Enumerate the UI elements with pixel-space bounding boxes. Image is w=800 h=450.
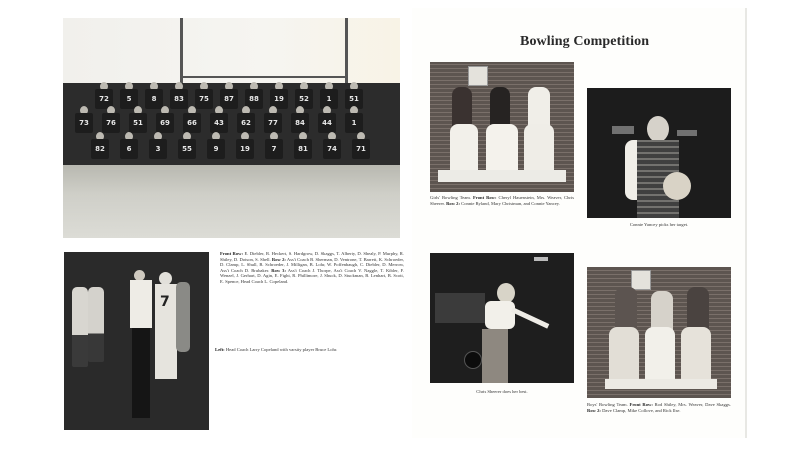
football-team-photo (63, 18, 400, 238)
coach-photo (64, 252, 209, 430)
player-jersey: 52 (295, 89, 313, 109)
player-jersey: 75 (195, 89, 213, 109)
seated-girl (450, 124, 478, 174)
player-jersey: 83 (170, 89, 188, 109)
player-jersey: 73 (75, 113, 93, 133)
player-jersey: 6 (120, 139, 138, 159)
boys-bowling-team-photo (587, 267, 731, 398)
goal-post-right (345, 18, 348, 84)
player-jersey: 19 (270, 89, 288, 109)
player-jersey: 19 (236, 139, 254, 159)
player-jersey: 84 (291, 113, 309, 133)
player-jersey: 72 (95, 89, 113, 109)
bench (605, 379, 717, 389)
chris-caption: Chris Sheerer does her best. (476, 389, 528, 394)
player-jersey: 69 (156, 113, 174, 133)
player-jersey: 87 (220, 89, 238, 109)
coach-pants (132, 328, 150, 418)
seated-woman (645, 327, 675, 379)
boys-front-row-label: Front Row: (629, 402, 653, 407)
row3-label: Row 3: (271, 267, 286, 273)
player-jersey: 55 (178, 139, 196, 159)
front-row-names: E. Diebler, R. Heckert, S. Hardgrow, D. Skaggs, T. Alberty, D. Shealy, P. Murphy, R. Shiley, D. Dotson, S. Shell. (220, 251, 404, 262)
player-jersey: 82 (91, 139, 109, 159)
player-jersey: 62 (237, 113, 255, 133)
player-jersey: 88 (245, 89, 263, 109)
player-jersey: 77 (264, 113, 282, 133)
girls-bowling-team-photo (430, 62, 574, 192)
player-jersey: 9 (207, 139, 225, 159)
player-jersey: 1 (345, 113, 363, 133)
player-jersey: 76 (102, 113, 120, 133)
player-jersey: 1 (320, 89, 338, 109)
connie-caption: Connie Yancey picks her target. (629, 222, 689, 227)
sky-background (63, 18, 400, 83)
player-jersey: 8 (145, 89, 163, 109)
player-jersey: 71 (352, 139, 370, 159)
bench (438, 170, 566, 182)
player-figure (72, 287, 88, 367)
player-figure (88, 287, 104, 362)
boys-front-row-names: Rod Shiley, Mrs. Weaver, Dave Skaggs. (654, 402, 731, 407)
ceiling-light (534, 257, 548, 261)
girls-caption-lead: Girls' Bowling Team. (430, 195, 471, 200)
seated-woman (486, 124, 518, 174)
coach-caption-label: Left: (215, 347, 225, 352)
chris-bowling-photo (430, 253, 574, 383)
player-jersey: 44 (318, 113, 336, 133)
player-jersey: 3 (149, 139, 167, 159)
player-jersey: 51 (129, 113, 147, 133)
girls-row2-label: Row 2: (446, 200, 461, 206)
page-title: Bowling Competition (520, 34, 650, 49)
player-jersey: 5 (120, 89, 138, 109)
seated-boy (609, 327, 639, 379)
ceiling-light (677, 130, 697, 136)
player-jersey: 81 (294, 139, 312, 159)
connie-bowling-photo (587, 88, 731, 218)
player-jersey: 43 (210, 113, 228, 133)
bowler-pants (482, 329, 508, 383)
wall-clock (468, 66, 488, 86)
boys-team-caption (587, 402, 731, 413)
bowling-ball (464, 351, 482, 369)
pinsetter-background (435, 293, 485, 323)
bowler-head (497, 283, 515, 303)
girls-team-caption (430, 195, 574, 206)
boys-caption-lead: Boys' Bowling Team. (587, 402, 628, 407)
jersey-number: 7 (160, 294, 170, 310)
row2-names: Ass't Coach B. Sherman, D. Ventrone, T. Barrett, K. Schroeder, D. Clamp, L. Shull, B. Schroeder, J. Milligan, B. Lohr, W. Poffenbaugh, C. Diebler, D. Merrow, Ass't Coach D. Brubaker. (220, 256, 404, 273)
coach-shirt (130, 280, 152, 328)
player-figure (176, 282, 190, 352)
roster-caption (220, 251, 404, 285)
ceiling-light (612, 126, 634, 134)
player-jersey: 51 (345, 89, 363, 109)
boys-row2-names: Dave Clamp, Mike Collove, and Rick Ilse. (602, 407, 681, 413)
front-row-label: Front Row: (220, 251, 244, 256)
coach-caption (215, 347, 405, 353)
boys-row2-label: Row 2: (587, 407, 601, 413)
girls-front-row-label: Front Row: (472, 195, 497, 200)
seated-girl (524, 124, 554, 174)
bowling-ball (663, 172, 691, 200)
seated-boy (681, 327, 711, 379)
goal-crossbar (180, 76, 348, 78)
bowler-shirt (485, 301, 515, 329)
coach-caption-text: Head Coach Larry Copeland with varsity player Bruce Lohr. (225, 347, 338, 352)
row2-label: Row 2: (271, 256, 286, 262)
players-group (63, 83, 400, 168)
player-jersey: 7 (265, 139, 283, 159)
player-jersey: 66 (183, 113, 201, 133)
bowler-head (647, 116, 669, 142)
player-jersey: 74 (323, 139, 341, 159)
girls-row2-names: Connie Ryland, Mary Christman, and Connie Yancey. (461, 200, 560, 206)
goal-post-left (180, 18, 183, 84)
wall-clock (631, 270, 651, 290)
girls-front-row-names: Cheryl Hauenstein, Mrs. Weaver, Chris Sheerer. (430, 195, 574, 206)
grass-field (63, 165, 400, 238)
bowler-arm (511, 307, 549, 328)
row3-names: Ass't Coach J. Thorpe, Ass't Coach V. Naggle, T. Kibler, F. Wenzel, J. Gerhart, D. Agin, E. Fight, R. Phillimore, J. Shuck, D. Stuckman, B. Lenhart, B. Scott, E. Spence, Head Coach L. Copeland. (220, 267, 404, 284)
